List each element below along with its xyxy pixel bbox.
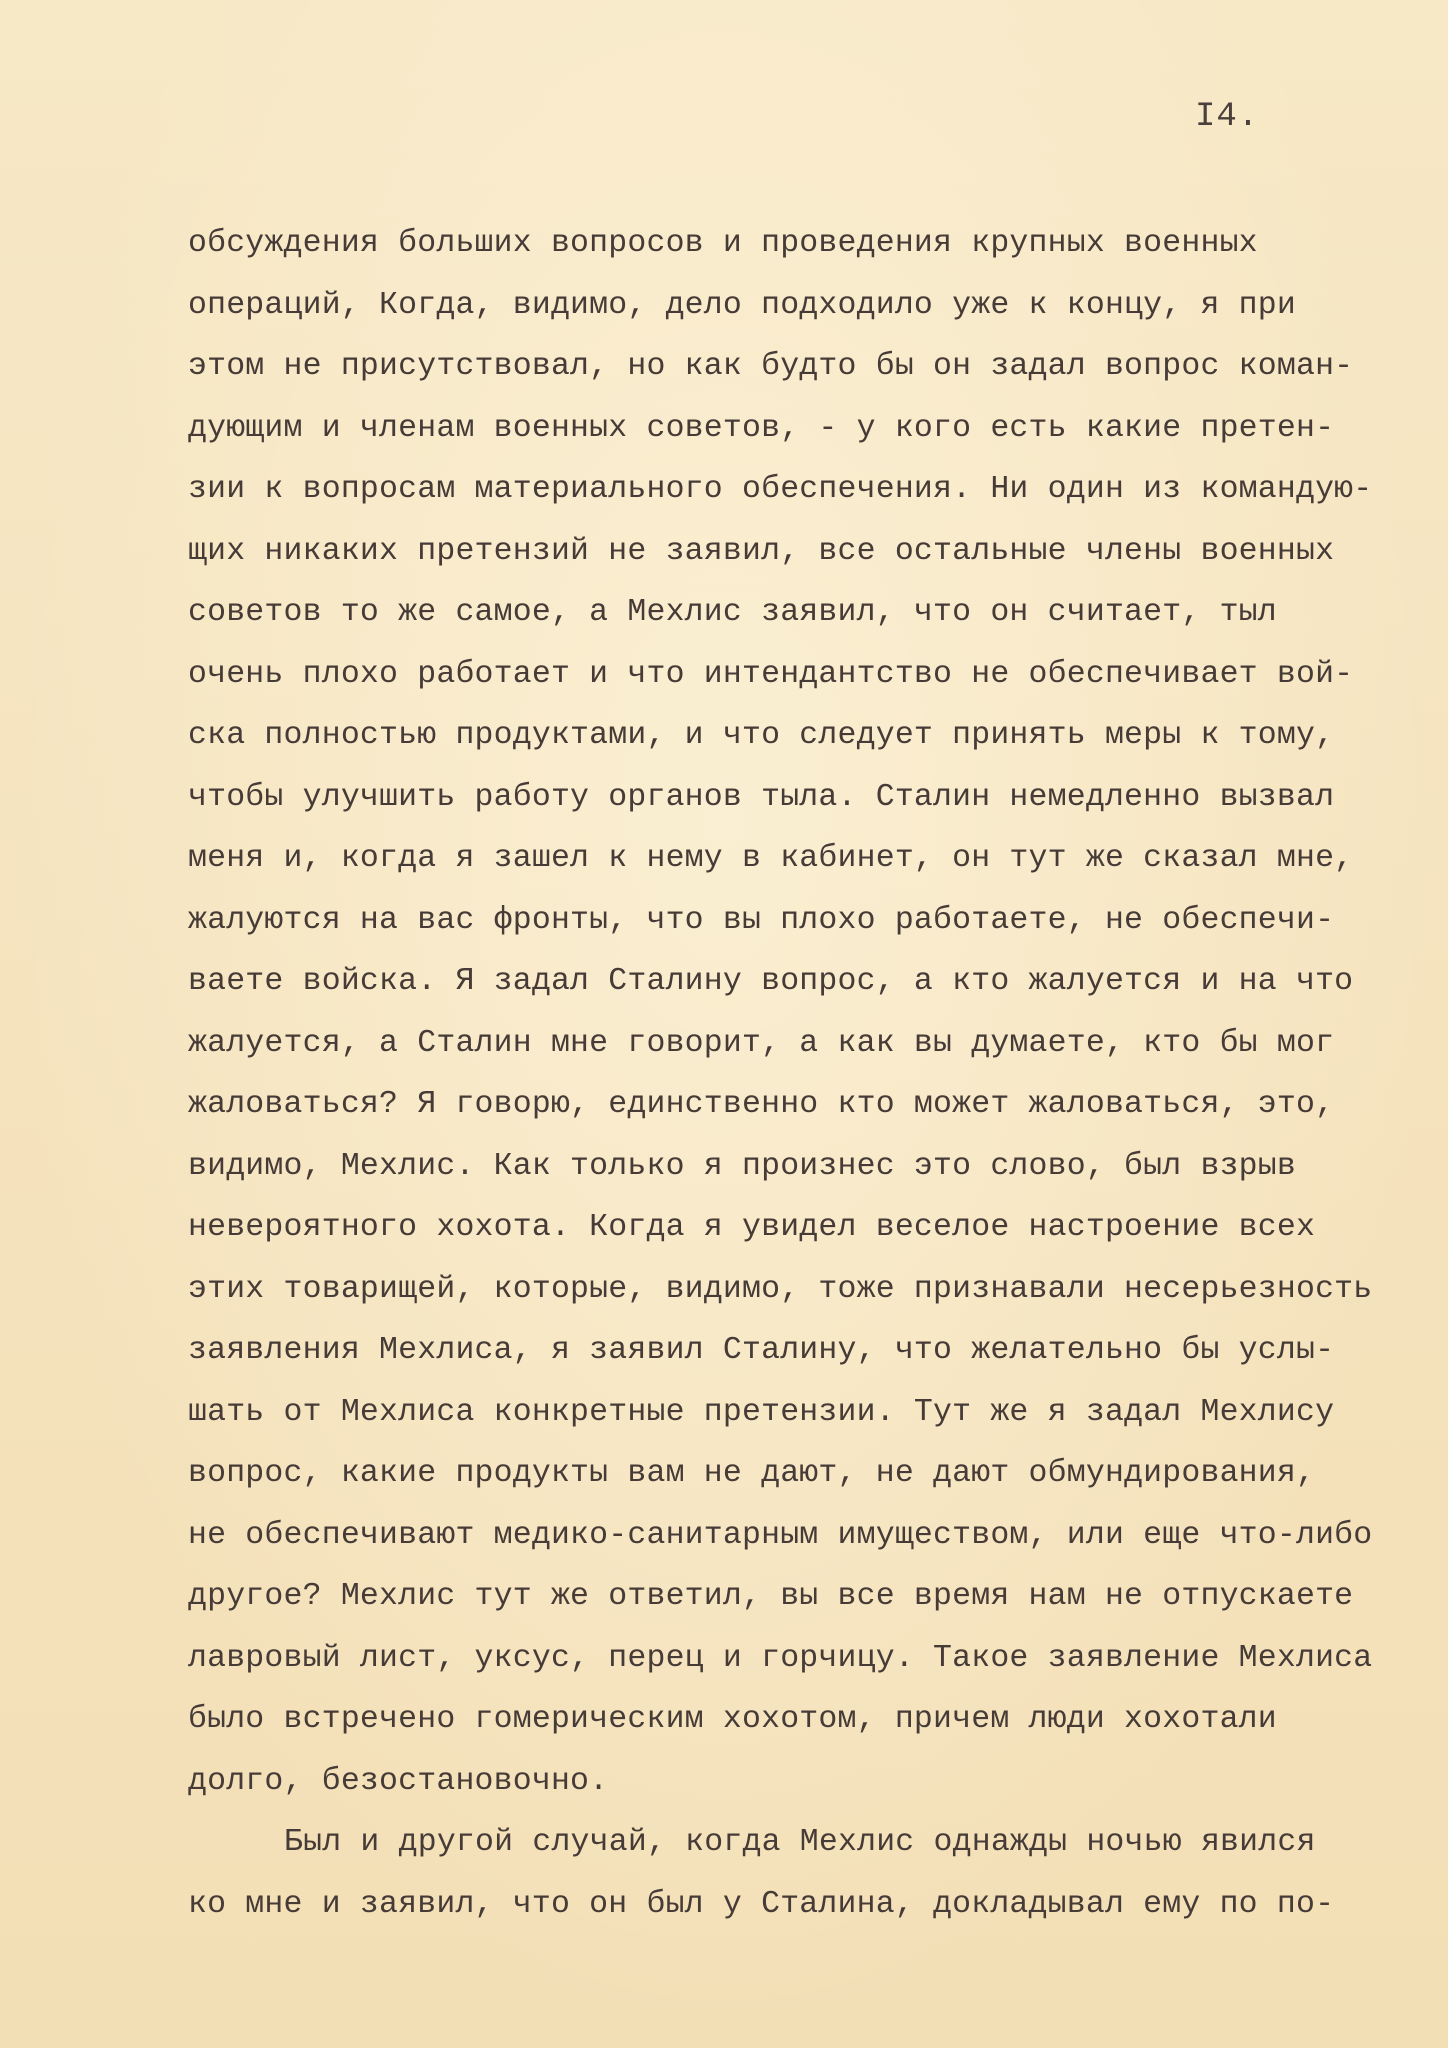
text-line: шать от Мехлиса конкретные претензии. Тут же я задал Мехлису bbox=[188, 1394, 1335, 1430]
text-line: ваете войска. Я задал Сталину вопрос, а кто жалуется и на что bbox=[188, 964, 1354, 999]
text-line: обсуждения больших вопросов и проведения крупных военных bbox=[188, 226, 1258, 261]
text-line: этом не присутствовал, но как будто бы он задал вопрос коман- bbox=[188, 349, 1354, 384]
text-line: дующим и членам военных советов, - у кого есть какие претен- bbox=[188, 410, 1335, 446]
text-line: очень плохо работает и что интендантство не обеспечивает вой- bbox=[188, 656, 1354, 692]
text-line: видимо, Мехлис. Как только я произнес это слово, был взрыв bbox=[188, 1148, 1296, 1184]
text-line: операций, Когда, видимо, дело подходило уже к концу, я при bbox=[188, 287, 1296, 323]
text-line: ко мне и заявил, что он был у Сталина, докладывал ему по по- bbox=[188, 1886, 1335, 1922]
text-line: невероятного хохота. Когда я увидел веселое настроение всех bbox=[188, 1210, 1316, 1245]
text-line: лавровый лист, уксус, перец и горчицу. Такое заявление Мехлиса bbox=[188, 1640, 1373, 1676]
text-line: ска полностью продуктами, и что следует принять меры к тому, bbox=[188, 718, 1335, 753]
text-line: заявления Мехлиса, я заявил Сталину, что желательно бы услы- bbox=[188, 1333, 1335, 1368]
paragraph-start-line: Был и другой случай, когда Мехлис однажды ночью явился bbox=[284, 1825, 1316, 1860]
text-line: жаловаться? Я говорю, единственно кто может жаловаться, это, bbox=[188, 1087, 1335, 1122]
text-line: щих никаких претензий не заявил, все остальные члены военных bbox=[188, 533, 1335, 569]
text-line: другое? Мехлис тут же ответил, вы все время нам не отпускаете bbox=[188, 1579, 1354, 1614]
text-line: было встречено гомерическим хохотом, причем люди хохотали bbox=[188, 1702, 1277, 1737]
text-line: не обеспечивают медико-санитарным имуществом, или еще что-либо bbox=[188, 1517, 1373, 1553]
text-line: меня и, когда я зашел к нему в кабинет, он тут же сказал мне, bbox=[188, 841, 1354, 876]
text-line: этих товарищей, которые, видимо, тоже признавали несерьезность bbox=[188, 1271, 1373, 1307]
text-line: советов то же самое, а Мехлис заявил, что он считает, тыл bbox=[188, 595, 1277, 630]
text-line: зии к вопросам материального обеспечения. Ни один из командую- bbox=[188, 472, 1373, 507]
document-body bbox=[188, 213, 1428, 1935]
text-line: вопрос, какие продукты вам не дают, не дают обмундирования, bbox=[188, 1456, 1316, 1491]
text-line: жалуются на вас фронты, что вы плохо работаете, не обеспечи- bbox=[188, 902, 1335, 938]
page-number: I4. bbox=[1195, 98, 1260, 136]
text-line: жалуется, а Сталин мне говорит, а как вы думаете, кто бы мог bbox=[188, 1025, 1335, 1061]
text-line: долго, безостановочно. bbox=[188, 1763, 609, 1799]
text-line: чтобы улучшить работу органов тыла. Сталин немедленно вызвал bbox=[188, 779, 1335, 815]
